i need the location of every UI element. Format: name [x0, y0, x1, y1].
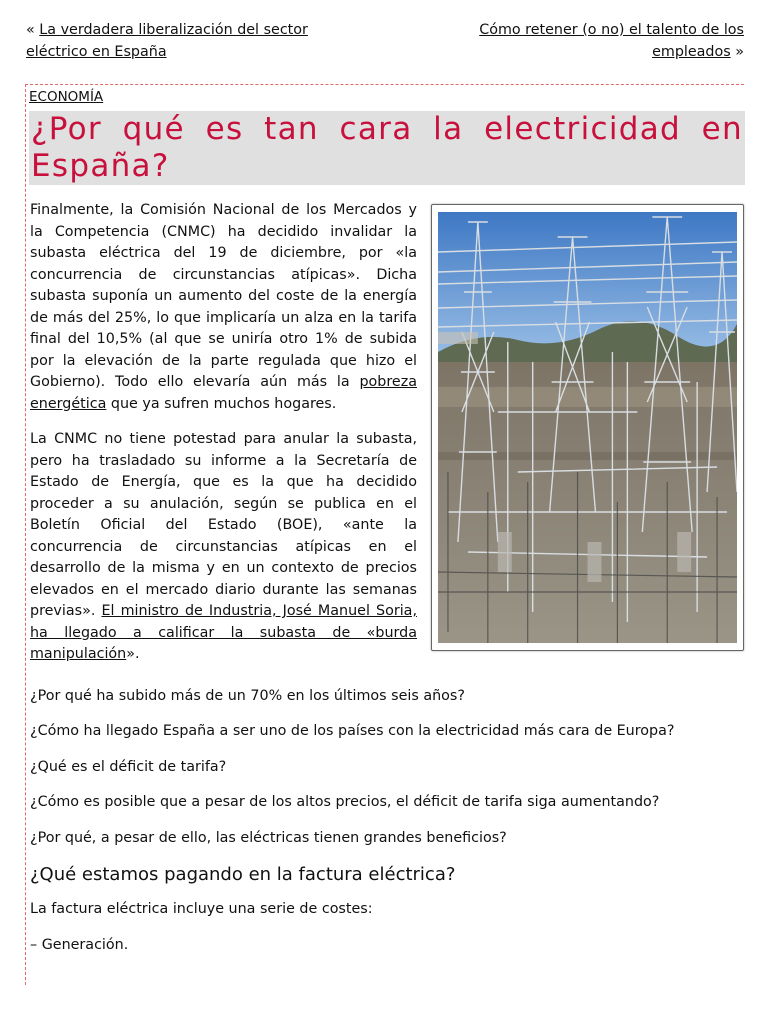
- question-3: ¿Qué es el déficit de tarifa?: [30, 758, 227, 775]
- previous-post: [26, 20, 336, 63]
- section-heading: ¿Qué estamos pagando en la factura eléctrica?: [30, 864, 456, 885]
- post-navigation: [26, 20, 744, 64]
- question-2: ¿Cómo ha llegado España a ser uno de los países con la electricidad más cara de Europa?: [30, 723, 675, 739]
- paragraph-1-text: Finalmente, la Comisión Nacional de los Mercados y la Competencia (CNMC) ha decidido invalidar la subasta eléctrica del 19 de diciembre, por «la concurrencia de circunstancias atípicas». Dicha subasta suponía un aumento del coste de la energía de más del 25%, lo que implicaría un alza en la tarifa final del 10,5% (al que se uniría otro 1% de subida por la elevación de la parte regulada que hizo el Gobierno). Todo ello elevaría aún más la: [30, 202, 417, 390]
- paragraph-2-text: La CNMC no tiene potestad para anular la subasta, pero ha trasladado su informe a la Secretaría de Estado de Energía, que es la que ha decidido proceder a su anulación, según se publica en el Boletín Oficial del Estado (BOE), «ante la concurrencia de circunstancias atípicas en el desarrollo de la misma y en un contexto de precios elevados en el mercado diario durante las semanas previas».: [30, 431, 417, 619]
- title-bar: [29, 111, 745, 185]
- previous-post-link[interactable]: La verdadera liberalización del sector eléctrico en España: [26, 22, 308, 60]
- generation-item: – Generación.: [30, 936, 129, 953]
- article-body: [30, 200, 744, 970]
- question-4: ¿Cómo es posible que a pesar de los altos precios, el déficit de tarifa siga aumentando?: [30, 794, 660, 810]
- energy-poverty-link[interactable]: pobreza energética: [30, 374, 417, 412]
- bill-intro: La factura eléctrica incluye una serie de costes:: [30, 901, 373, 917]
- next-post-link[interactable]: Cómo retener (o no) el talento de los empleados: [479, 22, 744, 60]
- article-title: ¿Por qué es tan cara la electricidad en España?: [31, 111, 743, 184]
- next-arrow: »: [735, 43, 744, 60]
- minister-quote-link[interactable]: El ministro de Industria, José Manuel Soria, ha llegado a calificar la subasta de «burda manipulación: [30, 603, 417, 662]
- category-link[interactable]: ECONOMÍA: [29, 89, 104, 105]
- next-post: [454, 20, 744, 63]
- article: [25, 84, 744, 985]
- previous-arrow: «: [26, 22, 35, 38]
- question-1: ¿Por qué ha subido más de un 70% en los últimos seis años?: [30, 687, 465, 704]
- paragraph-1-end: que ya sufren muchos hogares.: [106, 395, 337, 412]
- question-5: ¿Por qué, a pesar de ello, las eléctricas tienen grandes beneficios?: [30, 829, 507, 846]
- paragraph-2-end: ».: [126, 646, 140, 662]
- electrical-substation-photo: [438, 212, 737, 643]
- article-image: [431, 204, 744, 651]
